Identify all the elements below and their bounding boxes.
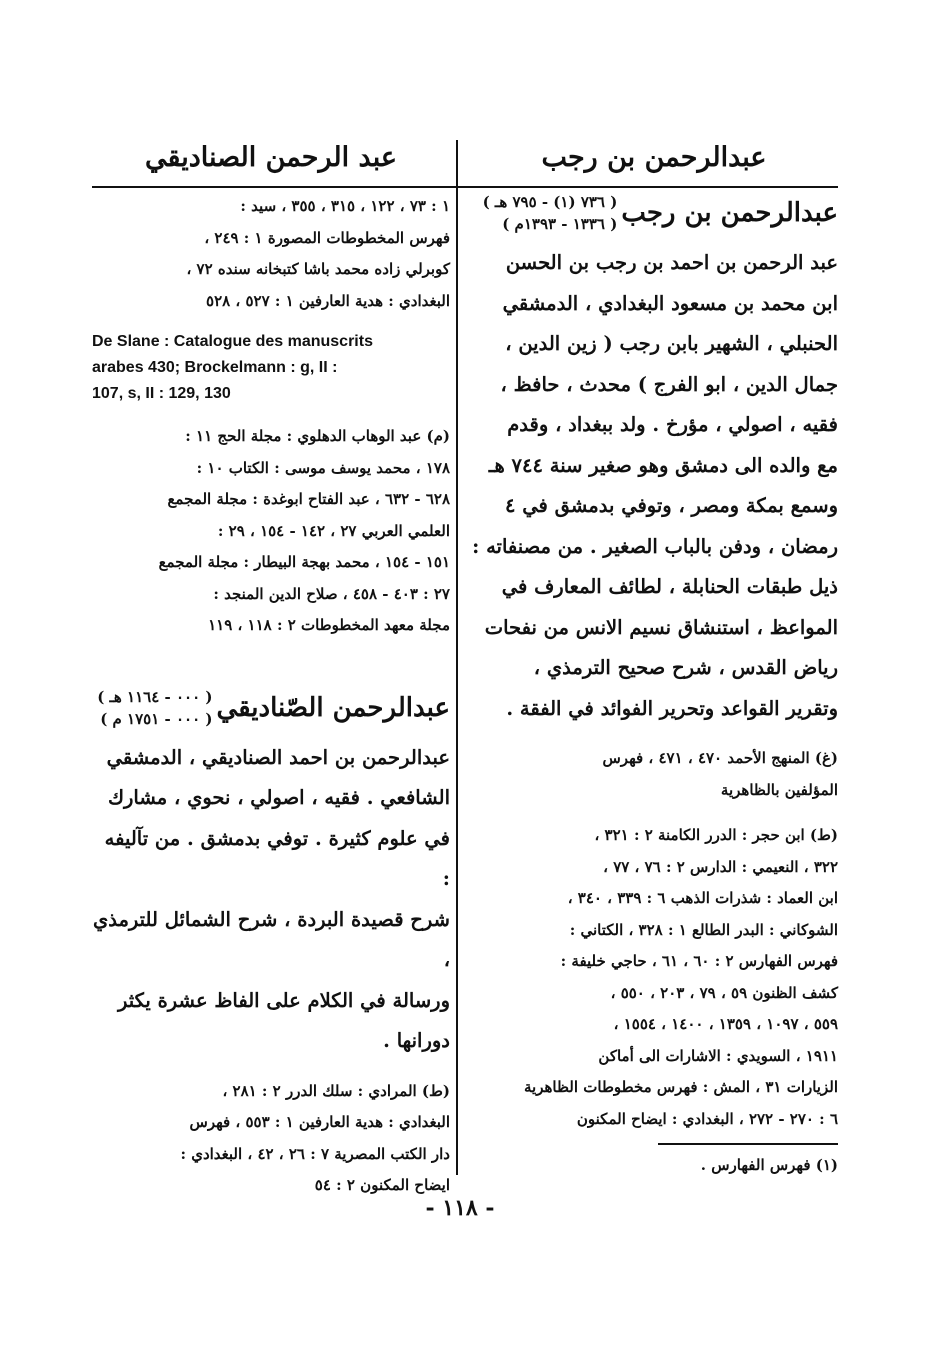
reference-block-gh <box>470 743 838 806</box>
body-line: ابن محمد بن مسعود البغدادي ، الدمشقي <box>502 291 838 315</box>
ref-line: (ط) المرادي : سلك الدرر ٢ : ٢٨١ ، <box>222 1081 450 1100</box>
body-line: المواعظ ، استنشاق نسيم الانس من نفحات <box>484 615 838 639</box>
body-line: عبد الرحمن بن احمد بن رجب بن الحسن <box>505 251 838 274</box>
ref-line: ١٥١ - ١٥٤ ، محمد بهجة البيطار : مجلة المجمع <box>158 553 450 571</box>
ref-line: ٣٢٢ ، النعيمي : الدارس ٢ : ٧٦ ، ٧٧ ، <box>603 857 838 876</box>
spacer <box>92 642 450 682</box>
right-running-header: عبدالرحمن بن رجب <box>541 142 767 173</box>
body-line: فقيه ، اصولي ، مؤرخ . ولد ببغداد ، وقدم <box>507 413 838 436</box>
entry-dates <box>97 686 212 730</box>
reference-block-continued <box>92 191 450 317</box>
ref-line: كوبرلي زاده محمد باشا كتبخانه سنده ٧٢ ، <box>186 260 450 278</box>
spacer <box>92 1062 450 1076</box>
entry-body <box>92 738 450 1062</box>
ref-line: العلمي العربي ٢٧ ، ١٤٢ - ١٥٤ ، ٢٩ : <box>217 521 450 540</box>
reference-block-m <box>92 421 450 642</box>
body-line: رياض القدس ، شرح صحيح الترمذي ، <box>533 656 838 679</box>
body-line: شرح قصيدة البردة ، شرح الشمائل للترمذي ، <box>92 907 450 971</box>
entry-dates <box>483 191 618 235</box>
body-line: الحنبلي ، الشهير بابن رجب ( زين الدين ، <box>505 332 838 355</box>
body-line: وسمع بمكة ومصر ، وتوفي بدمشق في ٤ <box>505 494 838 517</box>
ref-line: المؤلفين بالظاهرية <box>720 780 838 799</box>
body-line: الشافعي . فقيه ، اصولي ، نحوي ، مشارك <box>107 786 450 809</box>
entry-body <box>470 243 838 729</box>
body-line: جمال الدين ، ابو الفرج ) محدث ، حافظ ، <box>500 372 838 396</box>
ref-line: ١ : ٧٣ ، ١٢٢ ، ٣١٥ ، ٣٥٥ ، سيد : <box>240 197 450 215</box>
ref-line: ابن العماد : شذرات الذهب ٦ : ٣٣٩ ، ٣٤٠ ، <box>567 889 838 907</box>
ref-line: مجلة معهد المخطوطات ٢ : ١١٨ ، ١١٩ <box>208 616 450 634</box>
ref-line: (م) عبد الوهاب الدهلوي : مجلة الحج ١١ : <box>185 427 450 445</box>
body-line: في علوم كثيرة . توفي بدمشق . من تآليفه : <box>104 826 450 890</box>
spacer <box>92 407 450 421</box>
body-line: مع والده الى دمشق وهو صغير سنة ٧٤٤ هـ <box>488 453 838 477</box>
ref-line: ايضاح المكنون ٢ : ٥٤ <box>314 1176 450 1194</box>
reference-block-t <box>92 1076 450 1202</box>
footnote-rule <box>658 1143 838 1145</box>
gregorian-dates: ( ٠٠٠ - ١٧٥١ م ) <box>100 709 213 728</box>
ref-line: فهرس الفهارس ٢ : ٦٠ ، ٦١ ، حاجي خليفة : <box>560 952 838 970</box>
entry-heading-sanadiqi <box>92 686 450 730</box>
left-column <box>92 135 450 1202</box>
body-line: ذيل طبقات الحنابلة ، لطائف المعارف في <box>501 575 838 598</box>
latin-references <box>92 329 450 407</box>
body-line: دورانها . <box>383 1029 450 1052</box>
ref-line: دار الكتب المصرية ٧ : ٢٦ ، ٤٢ ، البغدادي : <box>180 1144 450 1163</box>
hijri-dates: ( ٧٣٦ (١) - ٧٩٥ هـ ) <box>482 193 618 211</box>
ref-line: البغدادي : هدية العارفين ١ : ٥٥٣ ، فهرس <box>189 1113 450 1131</box>
body-line: رمضان ، ودفن بالباب الصغير . من مصنفاته : <box>472 534 838 558</box>
ref-line: ١٩١١ ، السويدي : الاشارات الى أماكن <box>598 1046 838 1065</box>
ref-line: الزيارات ٣١ ، المش : فهرس مخطوطات الظاهرية <box>524 1078 838 1096</box>
ref-line: البغدادي : هدية العارفين ١ : ٥٢٧ ، ٥٢٨ <box>206 291 450 310</box>
left-running-header: عبد الرحمن الصناديقي <box>145 142 397 173</box>
footnote: (١) فهرس الفهارس . <box>700 1156 838 1174</box>
column-divider <box>456 140 458 1175</box>
gregorian-dates: ( ١٣٣٦ - ١٣٩٣م ) <box>502 215 618 233</box>
body-line: عبدالرحمن بن احمد الصناديقي ، الدمشقي <box>106 745 450 769</box>
ref-line: كشف الظنون ٥٩ ، ٧٩ ، ٢٠٣ ، ٥٥٠ ، <box>610 983 838 1002</box>
ref-line: ٢٧ : ٤٠٣ - ٤٥٨ ، صلاح الدين المنجد : <box>213 584 450 603</box>
ref-line: (غ) المنهج الأحمد ٤٧٠ ، ٤٧١ ، فهرس <box>602 749 838 767</box>
spacer <box>470 806 838 820</box>
entry-name: عبدالرحمن الصّناديقي <box>216 692 450 723</box>
page-number: - ١١٨ - <box>425 1195 495 1221</box>
reference-block-t <box>470 820 838 1135</box>
ref-line: ٦ : ٢٧٠ - ٢٧٢ ، البغدادي : ايضاح المكنون <box>576 1109 838 1128</box>
entry-name: عبدالرحمن بن رجب <box>621 198 838 228</box>
body-line: ورسالة في الكلام على الفاظ عشرة يكثر <box>117 988 450 1012</box>
spacer <box>470 729 838 743</box>
ref-line: (ط) ابن حجر : الدرر الكامنة ٢ : ٣٢١ ، <box>594 826 838 844</box>
body-line: وتقرير القواعد وتحرير الفوائد في الفقة . <box>506 696 838 720</box>
ref-line: ٦٢٨ - ٦٣٢ ، عبد الفتاح ابوغدة : مجلة المجمع <box>167 490 450 508</box>
ref-line: الشوكاني : البدر الطالع ١ : ٣٢٨ ، الكتاني : <box>569 920 838 939</box>
right-column <box>470 135 838 1179</box>
entry-heading-ibn-rajab <box>470 191 838 235</box>
latin-ref-line: De Slane : Catalogue des manuscrits <box>92 333 373 350</box>
ref-line: فهرس المخطوطات المصورة ١ : ٢٤٩ ، <box>204 228 450 247</box>
ref-line: ١٧٨ ، محمد يوسف موسى : الكتاب ١٠ : <box>196 458 450 477</box>
latin-ref-line: 107, s, II : 129, 130 <box>92 385 231 402</box>
hijri-dates: ( ٠٠٠ - ١١٦٤ هـ ) <box>97 687 213 706</box>
latin-ref-line: arabes 430; Brockelmann : g, II : <box>92 359 338 376</box>
ref-line: ٥٥٩ ، ١٠٩٧ ، ١٣٥٩ ، ١٤٠٠ ، ١٥٥٤ ، <box>613 1015 838 1033</box>
